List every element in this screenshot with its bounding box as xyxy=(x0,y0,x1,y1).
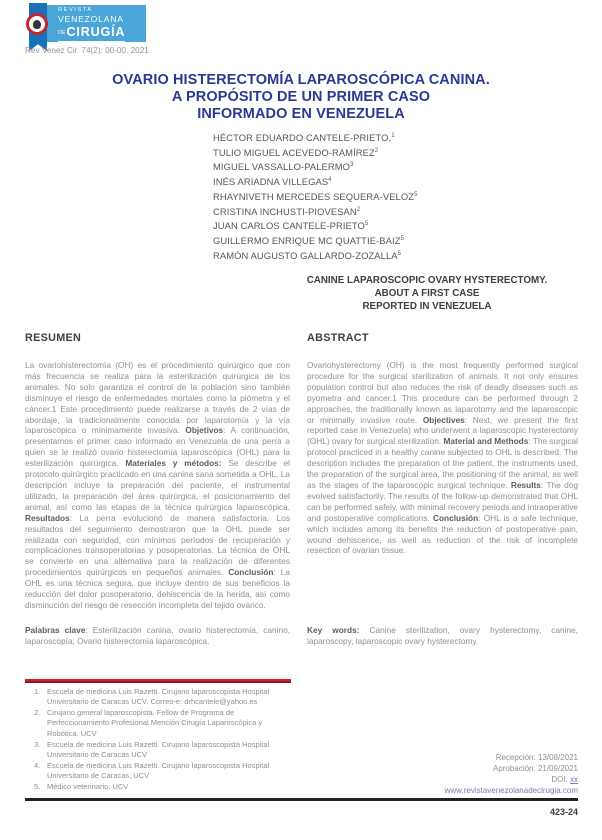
footnote xyxy=(25,687,291,708)
footnote-number: 1. xyxy=(34,686,41,696)
english-title-line-3: REPORTED IN VENEZUELA xyxy=(362,301,492,312)
doi-link[interactable]: xx xyxy=(570,775,578,784)
article-title-line-3: INFORMADO EN VENEZUELA xyxy=(197,106,405,122)
resumen-section xyxy=(25,332,290,680)
journal-emblem-icon xyxy=(26,13,48,35)
logo-cirugia: CIRUGÍA xyxy=(66,25,126,40)
resumen-heading: RESUMEN xyxy=(25,332,82,344)
author-affiliation-sup: 3 xyxy=(350,162,354,169)
palabras-clave: Palabras clave: Esterilización canina, ovario histerectomía, canino, laparoscopía, Ovario histerectomía laparoscópica. xyxy=(25,625,290,646)
footnote-number: 2. xyxy=(34,707,41,717)
abstract-heading: ABSTRACT xyxy=(307,332,369,344)
logo-line-cirugia xyxy=(58,24,125,42)
article-title xyxy=(0,72,602,123)
article-title-line-1: OVARIO HISTERECTOMÍA LAPAROSCÓPICA CANINA. xyxy=(112,72,490,88)
footnote-number: 3. xyxy=(34,739,41,749)
footnote-text: Escuela de medicina Luis Razetti. Cirujano laparoscopista Hospital Universitario de Caracas UCV. Correo-e: drhcantele@yahoo.es xyxy=(47,686,270,707)
logo-text xyxy=(58,8,125,42)
submission-info xyxy=(445,752,578,796)
english-title-line-2: ABOUT A FIRST CASE xyxy=(374,288,480,299)
author-name: GUILLERMO ENRIQUE MC QUATTIE-BAIZ$^5$ xyxy=(213,234,404,246)
author-affiliation-sup: 4 xyxy=(328,177,332,184)
author-affiliation-sup: 5 xyxy=(400,235,404,242)
footnotes xyxy=(25,679,291,793)
footnote xyxy=(25,782,291,793)
approval-date: Aprobación: 21/09/2021 xyxy=(493,764,578,773)
english-title xyxy=(277,274,577,313)
english-title-line-1: CANINE LAPAROSCOPIC OVARY HYSTERECTOMY. xyxy=(306,275,548,286)
author-name: HÉCTOR EDUARDO CANTELE-PRIETO,$^1$ xyxy=(213,132,395,143)
footnote-divider xyxy=(25,679,291,683)
logo-background xyxy=(36,5,146,42)
footnote-number: 5. xyxy=(34,781,41,791)
footnote xyxy=(25,761,291,782)
article-title-line-2: A PROPÓSITO DE UN PRIMER CASO xyxy=(171,89,431,105)
bottom-rule xyxy=(25,798,578,801)
page-number: 423-24 xyxy=(549,807,578,817)
footnote xyxy=(25,708,291,740)
author-name: CRISTINA INCHUSTI-PIOVESAN$^2$ xyxy=(213,205,361,217)
footnote-text: Cirujano general laparoscopista. Fellow de Programa de Perfeccionamiento Profesional Mención Cirugía Laparoscópica y Robótica. UCV xyxy=(47,707,263,738)
logo-line-venezolana: VENEZOLANA xyxy=(58,13,124,24)
author-affiliation-sup: 2 xyxy=(356,206,361,213)
author-name: RHAYNIVETH MERCEDES SEQUERA-VELOZ$^5$ xyxy=(213,190,418,202)
author-list xyxy=(213,130,418,262)
footnote xyxy=(25,740,291,761)
doi-line xyxy=(445,774,578,785)
reception-date: Recepción: 13/08/2021 xyxy=(495,753,578,762)
author-affiliation-sup: 5 xyxy=(364,221,369,228)
doi-label: DOI: xyxy=(551,775,568,784)
footnote-number: 4. xyxy=(34,760,41,770)
author-affiliation-sup: 5 xyxy=(414,191,418,198)
author-name: RAMÓN AUGUSTO GALLARDO-ZOZALLA$^5$ xyxy=(213,249,402,261)
resumen-text: La ovariohisterectomía (OH) es el procedimiento quirúrgico que con más frecuencia se realiza para la esterilización quirúrgica de los animales. No solo garantiza el control de la población sino también disminuye el riesgo de enfermedades mortales como la piómetra y el cáncer.1 Este procedimiento puede realizarse a través de 2 vías de abordaje, la tradicionalmente conocida por laparotomía y la vía laparoscópica o mínimamente invasiva. Objetivos: A continuación, presentamos el primer caso informado en Venezuela de una perra a quien se le realizó ovario histerectomía laparoscópica (OHL) para la esterilización quirúrgica. Materiales y métodos: Se describe el protocolo quirúrgico practicado en una canina sana sometida a OHL. La descripción incluye la preparación del paciente, el instrumental utilizado, la preparación del área quirúrgica, el posicionamiento del animal, así como las etapas de la técnica quirúrgica laparoscópica. Resultados: La perra evolucionó de manera satisfactoria. Los resultados del seguimiento demostraron que la OHL puede ser realizada con seguridad, con mínimos períodos de recuperación y complicaciones transoperatorias y posoperatorias. La técnica de OHL se convierte en una alternativa para la realización de diferentes procedimientos quirúrgicos en pequeños animales. Conclusión: La OHL es una técnica segura, que incluye dentro de sus beneficios la reducción del dolor posoperatorio, dehiscencia de la herida, así como disminución del riesgo de resección incompleta del tejido ovárico. xyxy=(25,360,290,610)
author-affiliation-sup: 5 xyxy=(397,250,402,257)
footnote-text: Escuela de medicina Luis Razetti. Cirujano laparoscopista Hospital Universitario de Caracas UCV xyxy=(47,739,270,760)
author-name: MIGUEL VASSALLO-PALERMO$^3$ xyxy=(213,161,354,173)
journal-citation: Rev Venez Cir. 74(2): 00-00. 2021 xyxy=(25,46,149,55)
key-words: Key words: Canine sterilization, ovary hysterectomy, canine, laparoscopy, laparoscopic ovary hysterectomy. xyxy=(307,625,578,646)
author-name: TULIO MIGUEL ACEVEDO-RAMÍREZ$^2$ xyxy=(213,146,379,158)
logo-de: DE xyxy=(58,30,66,37)
author-affiliation-sup: 1 xyxy=(391,133,395,139)
author-affiliation-sup: 2 xyxy=(374,147,379,154)
author-name: JUAN CARLOS CANTELE-PRIETO$^5$ xyxy=(213,220,369,232)
author-name: INÉS ARIADNA VILLEGAS$^4$ xyxy=(213,176,332,188)
abstract-text: Ovariohysterectomy (OH) is the most frequently performed surgical procedure for the surgical sterilization of animals. It not only ensures population control but also reduces the risk of deadly diseases such as pyometra and cancer.1 This procedure can be performed through 2 approaches, the traditionally known as laparotomy and the laparoscopic or minimally invasive route. Objectives: Next, we present the first reported case in Venezuela) who underwent a laparoscopic hysterectomy (OHL) ovary for surgical sterilization. Material and Methods: The surgical protocol practiced in a healthy canine subjected to OHL is described. The description includes the preparation of the patient, the instruments used, the preparation of the surgical area, the positioning of the animal, as well as the stages of the laparoscopic surgical technique. Results: The dog evolved satisfactorily. The results of the follow-up demonstrated that OHL can be performed safely, with minimal recovery periods and intraoperative and postoperative complications. Conclusión: OHL is a safe technique, which includes among its benefits the reduction of postoperative pain, wound dehiscence, as well as reduction of the risk of incomplete resection of ovarian tissue. xyxy=(307,360,578,556)
abstract-section xyxy=(307,332,578,680)
journal-logo xyxy=(27,3,149,51)
website-link[interactable]: www.revistavenezolanadecirugia.com xyxy=(444,786,578,795)
logo-line-revista: REVISTA xyxy=(58,7,93,13)
footnote-text: Escuela de medicina Luis Razetti. Cirujano laparoscopista Hospital Universitario de Caracas, UCV xyxy=(47,760,270,781)
footnote-text: Médico veterinario, UCV xyxy=(47,781,129,791)
